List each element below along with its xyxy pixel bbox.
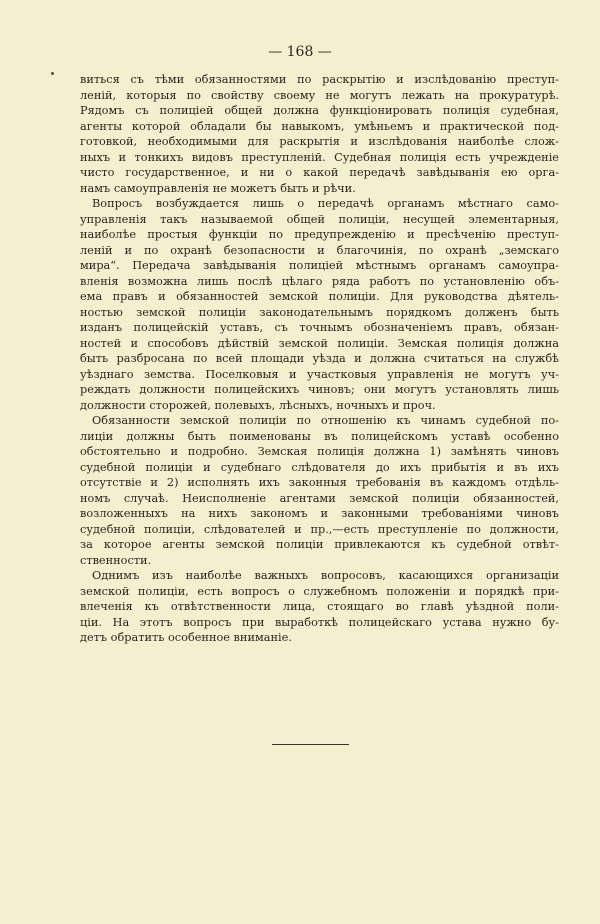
text-line: мира“. Передача завѣдыванія полиціей мѣстнымъ органамъ самоупра- xyxy=(80,259,559,272)
page-body-text xyxy=(80,72,559,646)
text-line: быть разбросана по всей площади уѣзда и должна считаться на службѣ xyxy=(80,352,559,365)
text-line: управленія такъ называемой общей полиціи, несущей элементарныя, xyxy=(80,212,559,226)
paragraph xyxy=(80,413,559,568)
text-line: наиболѣе простыя функціи по предупрежденію и пресѣченію преступ- xyxy=(80,228,559,241)
text-line: должности сторожей, полевыхъ, лѣсныхъ, ночныхъ и проч. xyxy=(80,398,436,412)
text-line: леній, которыя по свойству своему не могутъ лежать на прокуратурѣ. xyxy=(80,88,559,102)
text-line: уѣзднаго земства. Поселковыя и участковыя управленія не могутъ уч- xyxy=(80,367,559,381)
paper-speck xyxy=(51,72,54,75)
text-line: изданъ полицейскій уставъ, съ точнымъ обозначеніемъ правъ, обязан- xyxy=(80,321,559,334)
paragraph xyxy=(80,568,559,646)
text-line: земской полиціи, есть вопросъ о служебномъ положеніи и порядкѣ при- xyxy=(80,584,559,598)
text-line: за которое агенты земской полиціи привлекаются къ судебной отвѣт- xyxy=(80,538,559,551)
text-line: номъ случаѣ. Неисполненіе агентами земской полиціи обязанностей, xyxy=(80,491,559,505)
text-line: Обязанности земской полиціи по отношенію къ чинамъ судебной по- xyxy=(92,414,559,427)
text-line: леній и по охранѣ безопасности и благочинія, по охранѣ „земскаго xyxy=(80,243,559,257)
text-line: ема правъ и обязанностей земской полиціи. Для руководства дѣятель- xyxy=(80,290,559,303)
text-line: влеченія къ отвѣтственности лица, стоящаго во главѣ уѣздной поли- xyxy=(80,600,559,613)
paragraph xyxy=(80,196,559,413)
text-line: ціи. На этотъ вопросъ при выработкѣ полицейскаго устава нужно бу- xyxy=(80,615,559,629)
text-line: вленія возможна лишь послѣ цѣлаго ряда работъ по установленію объ- xyxy=(80,274,559,288)
text-line: ностью земской полиціи законодательнымъ порядкомъ долженъ быть xyxy=(80,305,559,319)
text-line: возложенныхъ на нихъ закономъ и законными требованіями чиновъ xyxy=(80,507,559,520)
text-line: судебной полиціи и судебнаго слѣдователя до ихъ прибытія и въ ихъ xyxy=(80,460,559,474)
text-line: лиціи должны быть поименованы въ полицейскомъ уставѣ особенно xyxy=(80,429,559,443)
text-line: ственности. xyxy=(80,553,152,567)
text-line: ныхъ и тонкихъ видовъ преступленій. Судебная полиція есть учрежденіе xyxy=(80,150,559,164)
text-line: намъ самоуправленія не можетъ быть и рѣчи. xyxy=(80,181,356,195)
text-line: отсутствіе и 2) исполнять ихъ законныя требованія въ каждомъ отдѣль- xyxy=(80,476,559,489)
section-divider xyxy=(272,744,349,745)
text-line: судебной полиціи, слѣдователей и пр.,—есть преступленіе по должности, xyxy=(80,522,559,536)
page-number: — 168 — xyxy=(268,44,332,60)
text-line: Рядомъ съ полиціей общей должна функціонировать полиція судебная, xyxy=(80,104,559,117)
text-line: виться съ тѣми обязанностями по раскрытію и изслѣдованію преступ- xyxy=(80,73,559,86)
text-line: обстоятельно и подробно. Земская полиція должна 1) замѣнять чиновъ xyxy=(80,445,559,458)
paragraph xyxy=(80,72,559,196)
text-line: ностей и способовъ дѣйствій земской полиціи. Земская полиція должна xyxy=(80,336,559,350)
text-line: Вопросъ возбуждается лишь о передачѣ органамъ мѣстнаго само- xyxy=(92,197,559,210)
text-line: детъ обратить особенное вниманіе. xyxy=(80,631,292,644)
text-line: реждать должности полицейскихъ чиновъ; они могутъ установлять лишь xyxy=(80,383,559,396)
text-line: чисто государственное, и ни о какой передачѣ завѣдыванія ею орга- xyxy=(80,166,559,179)
text-line: агенты которой обладали бы навыкомъ, умѣньемъ и практической под- xyxy=(80,119,559,133)
text-line: готовкой, необходимыми для раскрытія и изслѣдованія наиболѣе слож- xyxy=(80,135,559,148)
text-line: Однимъ изъ наиболѣе важныхъ вопросовъ, касающихся организаціи xyxy=(92,569,559,582)
